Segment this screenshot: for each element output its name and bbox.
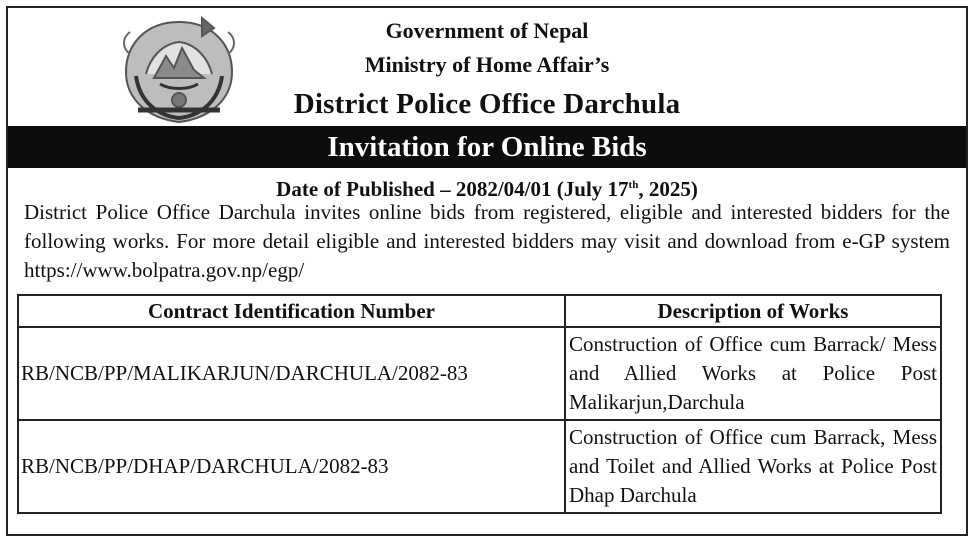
office-title: District Police Office Darchula — [293, 88, 681, 120]
intro-paragraph: District Police Office Darchula invites online bids from registered, eligible and interested bidders for the following works. For more detail eligible and interested bidders may visit and download from e-GP system https://www.bolpatra.gov.np/egp/ — [24, 200, 950, 282]
government-line: Government of Nepal — [385, 18, 589, 43]
published-date-suffix: , 2025) — [638, 177, 698, 201]
published-date — [8, 172, 966, 201]
description-cell: Construction of Office cum Barrack/ Mess and Allied Works at Police Post Malikarjun,Darchula — [565, 327, 941, 420]
contract-id-cell: RB/NCB/PP/DHAP/DARCHULA/2082-83 — [18, 420, 565, 513]
ministry-line: Ministry of Home Affair’s — [364, 52, 610, 77]
description-cell: Construction of Office cum Barrack, Mess and Toilet and Allied Works at Police Post Dhap Darchula — [565, 420, 941, 513]
table-header-row — [18, 295, 941, 327]
notice-header — [8, 8, 966, 126]
table-row — [18, 327, 941, 420]
table-row — [18, 420, 941, 513]
header-contract-id: Contract Identification Number — [18, 295, 565, 327]
published-date-prefix: Date of Published – 2082/04/01 (July 17 — [276, 177, 629, 201]
contract-id-cell: RB/NCB/PP/MALIKARJUN/DARCHULA/2082-83 — [18, 327, 565, 420]
works-table — [17, 294, 942, 514]
published-date-ordinal: th — [628, 179, 639, 191]
notice-banner: Invitation for Online Bids — [8, 126, 966, 168]
header-description: Description of Works — [565, 295, 941, 327]
